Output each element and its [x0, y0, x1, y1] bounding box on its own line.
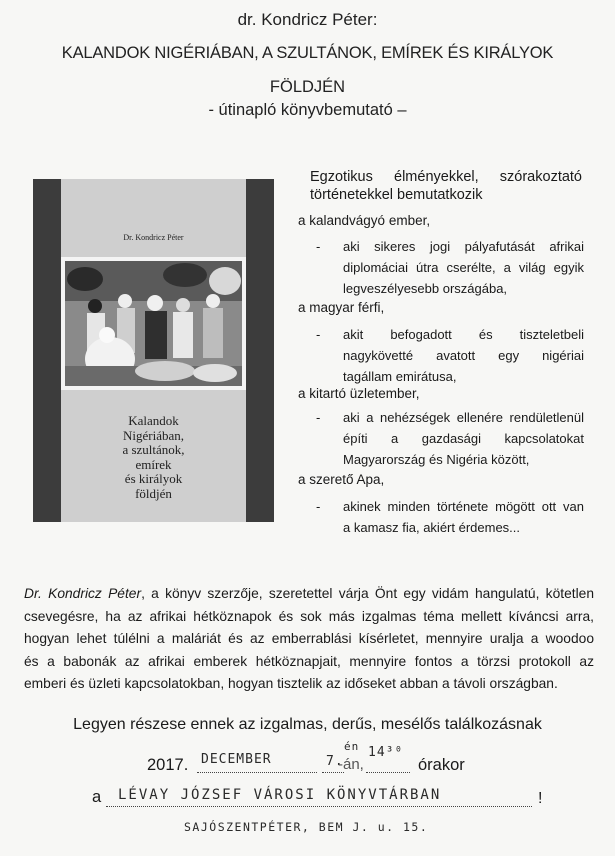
venue-blank [106, 806, 532, 807]
body-line: hogyan lehet túlélni a maláriát és az emberrablási kísérletet, mennyire uralja a woodoo [24, 631, 594, 647]
role-description [316, 324, 584, 387]
dash-bullet: - [316, 410, 321, 425]
event-day-suffix: én [344, 740, 360, 753]
day-suffix-print: -án, [338, 756, 364, 773]
role-line: legveszélyesebb országába, [343, 281, 508, 296]
cover-author: Dr. Kondricz Péter [123, 233, 184, 242]
author-heading: dr. Kondricz Péter: [237, 10, 378, 29]
oclock-label: órakor [418, 756, 465, 774]
venue-exclamation: ! [538, 790, 543, 807]
role-line: akinek minden története mögött ott van [343, 499, 584, 514]
cover-title-line: földjén [135, 485, 172, 501]
role-line: diplomáciai útra cserélte, a világ egyik [343, 260, 584, 275]
cover-photo [61, 257, 246, 390]
role-line: aki a nehézségek ellenére rendületlenül [343, 410, 584, 425]
cover-title [61, 414, 246, 501]
venue-prefix: a [92, 788, 102, 806]
body-line: , a könyv szerzője, szeretettel várja Önt egy vidám hangulatú, kötetlen [141, 586, 595, 601]
role-line: Magyarország és Nigéria között, [343, 452, 530, 467]
event-description [24, 583, 594, 696]
role-line: akit befogadott és tiszteletbeli [343, 327, 584, 342]
role-line: aki sikeres jogi pályafutását afrikai [343, 239, 584, 254]
role-line: nagykövetté avatott egy nigériai [343, 348, 584, 363]
venue-address: SAJÓSZENTPÉTER, BEM J. u. 15. [184, 820, 429, 834]
time-blank [366, 772, 410, 773]
role-line: tagállam emirátusa, [343, 369, 457, 384]
event-subtitle: - útinapló könyvbemutató – [208, 101, 407, 119]
event-time: 14³⁰ [368, 745, 404, 760]
role-heading: a kitartó üzletember, [298, 386, 420, 401]
body-line: csevegésre, ha az afrikai hétköznapok és sok más izgalmas téma mellett kíváncsi arra, [24, 608, 594, 624]
body-line: emberi és üzleti kapcsolatokban, hogyan tisztelik az időseket abban a távoli országban. [24, 676, 558, 692]
cover-title-line: emírek [135, 456, 172, 472]
venue-name: LÉVAY JÓZSEF VÁROSI KÖNYVTÁRBAN [118, 787, 442, 803]
cover-title-line: a szultánok, [122, 442, 185, 457]
event-year: 2017. [147, 756, 189, 774]
event-month: DECEMBER [201, 752, 272, 767]
intro-line-1: Egzotikus élményekkel, szórakoztató [310, 169, 582, 185]
author-name: Dr. Kondricz Péter [24, 586, 142, 601]
dash-bullet: - [316, 239, 321, 254]
role-line: építi a gazdasági kapcsolatokat [343, 431, 584, 446]
intro-line-2: történetekkel bemutatkozik [310, 187, 483, 203]
event-day: 7. [326, 754, 344, 769]
month-blank [197, 772, 317, 773]
role-description [316, 236, 584, 299]
cover-title-line: és királyok [124, 471, 183, 486]
role-description [316, 407, 584, 470]
book-title-line-1: KALANDOK NIGÉRIÁBAN, A SZULTÁNOK, EMÍREK ÉS KIRÁLYOK [61, 44, 554, 62]
cover-title-line: Kalandok [128, 413, 179, 428]
body-line: és a babonák az afrikai emberek hétköznapjait, mennyire fontos a törzsi protokoll az [24, 653, 594, 669]
dash-bullet: - [316, 499, 321, 514]
dash-bullet: - [316, 327, 321, 342]
role-heading: a szerető Apa, [298, 472, 385, 487]
role-line: a kamasz fia, akiért érdemes... [343, 520, 521, 535]
cover-title-line: Nigériában, [122, 427, 184, 443]
invitation-line: Legyen részese ennek az izgalmas, derűs, mesélős találkozásnak [73, 716, 542, 733]
role-heading: a kalandvágyó ember, [298, 213, 431, 228]
role-description [316, 496, 584, 538]
book-title-line-2: FÖLDJÉN [269, 78, 346, 96]
book-cover-image [33, 179, 274, 522]
role-heading: a magyar férfi, [298, 300, 385, 315]
